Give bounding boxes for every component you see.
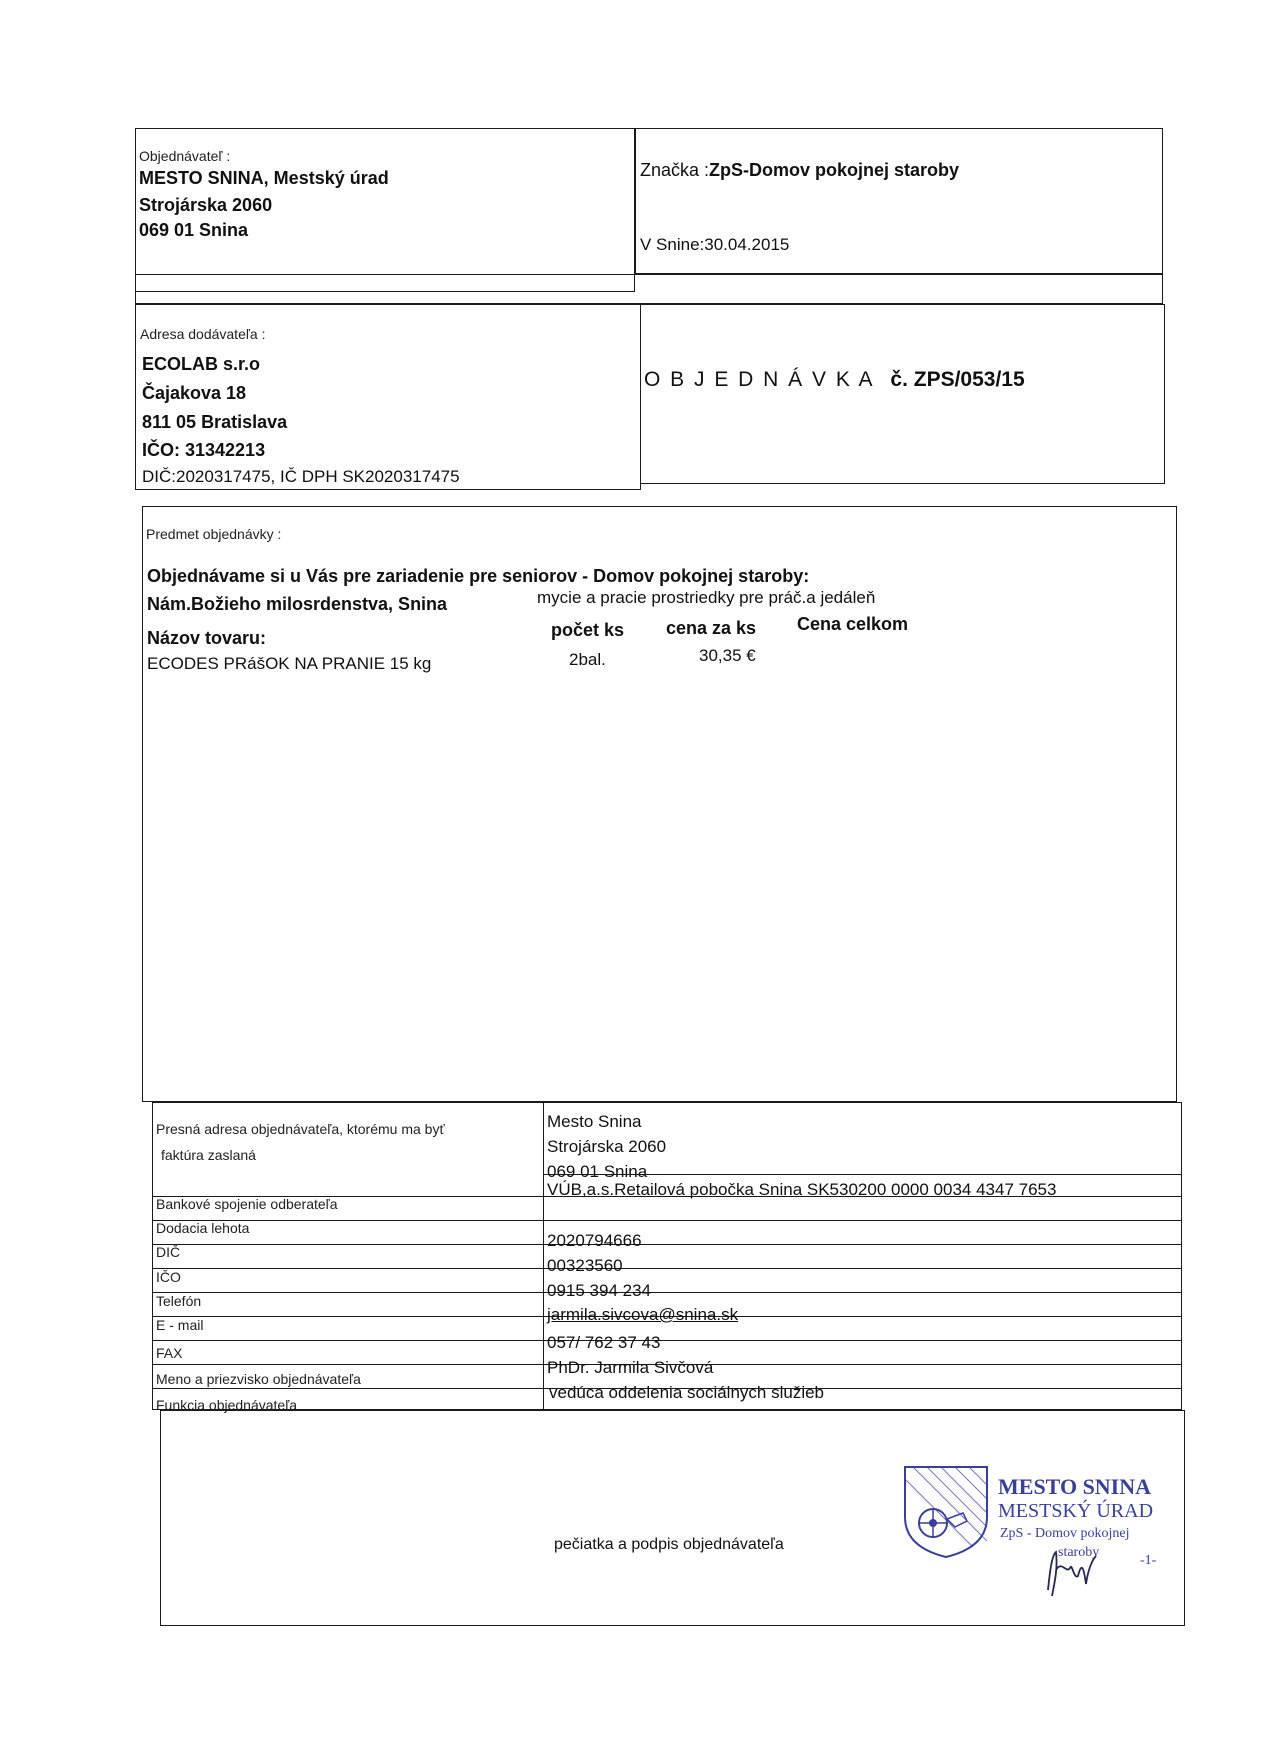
invoice-line-3: 069 01 Snina [547, 1162, 648, 1181]
detail-value: 0915 394 234 [547, 1281, 651, 1300]
row-separator [152, 1268, 1182, 1269]
supplier-street: Čajakova 18 [142, 383, 247, 403]
column-qty: počet ks [551, 620, 625, 640]
stamp-page: -1- [1140, 1553, 1157, 1568]
stamp-line-2: MESTSKÝ ÚRAD [998, 1500, 1154, 1522]
stamp-line-3: ZpS - Domov pokojnej [1000, 1526, 1130, 1541]
subject-line1: Objednávame si u Vás pre zariadenie pre seniorov - Domov pokojnej staroby: [147, 566, 810, 586]
mark-prefix: Značka : [640, 160, 710, 180]
detail-value: jarmila.sivcova@snina.sk [547, 1305, 739, 1324]
mark-value: ZpS-Domov pokojnej staroby [709, 160, 960, 180]
supplier-dic: DIČ:2020317475, IČ DPH SK2020317475 [142, 467, 460, 486]
invoice-line-1: Mesto Snina [547, 1112, 642, 1131]
signature-label: pečiatka a podpis objednávateľa [554, 1536, 784, 1553]
invoice-label-1: Presná adresa objednávateľa, ktorému ma byť [156, 1121, 445, 1137]
mark-line [640, 160, 959, 181]
detail-label: E - mail [156, 1317, 204, 1333]
row-separator [152, 1340, 1182, 1341]
column-total: Cena celkom [797, 614, 909, 634]
handwritten-signature-icon [1038, 1540, 1118, 1600]
detail-label: Telefón [156, 1293, 202, 1309]
invoice-line-2: Strojárska 2060 [547, 1137, 667, 1156]
detail-value: PhDr. Jarmila Sivčová [547, 1358, 714, 1377]
order-title-word: O B J E D N Á V K A [644, 368, 875, 391]
supplier-label: Adresa dodávateľa : [140, 326, 266, 342]
subject-line2-note: mycie a pracie prostriedky pre práč.a jedáleň [537, 588, 876, 607]
invoice-label-2: faktúra zaslaná [161, 1147, 256, 1163]
stamp-line-4: staroby [1058, 1545, 1100, 1560]
supplier-name: ECOLAB s.r.o [142, 354, 261, 374]
row-separator [543, 1174, 1182, 1175]
mark-date: V Snine:30.04.2015 [640, 235, 790, 254]
detail-label: Meno a priezvisko objednávateľa [156, 1371, 361, 1387]
detail-value: 00323560 [547, 1256, 623, 1275]
detail-value: 057/ 762 37 43 [547, 1333, 661, 1352]
detail-value: vedúca oddelenia sociálnych služieb [549, 1383, 825, 1402]
item-name: ECODES PRášOK NA PRANIE 15 kg [147, 654, 432, 673]
order-title-box [640, 304, 1165, 484]
supplier-city: 811 05 Bratislava [142, 412, 288, 432]
detail-label: Bankové spojenie odberateľa [156, 1196, 338, 1212]
row-separator [152, 1220, 1182, 1221]
item-price: 30,35 € [699, 646, 756, 665]
supplier-ico: IČO: 31342213 [142, 440, 266, 460]
coat-of-arms-icon [903, 1465, 989, 1559]
detail-value: VÚB,a.s.Retailová pobočka Snina SK530200 0000 0034 4347 7653 [547, 1180, 1057, 1199]
item-qty: 2bal. [569, 650, 606, 669]
orderer-street: Strojárska 2060 [139, 195, 273, 215]
column-name: Názov tovaru: [147, 628, 267, 648]
row-separator [152, 1244, 1182, 1245]
orderer-label: Objednávateľ : [139, 148, 231, 164]
stamp-line-1: MESTO SNINA [998, 1474, 1152, 1499]
orderer-name: MESTO SNINA, Mestský úrad [139, 168, 389, 188]
order-title [644, 368, 1025, 392]
detail-label: Funkcia objednávateľa [156, 1397, 298, 1413]
separator-row [135, 274, 1163, 304]
detail-value: 2020794666 [547, 1231, 642, 1250]
detail-label: IČO [156, 1269, 181, 1285]
detail-label: Dodacia lehota [156, 1220, 250, 1236]
detail-label: DIČ [156, 1244, 181, 1260]
column-price: cena za ks [666, 618, 757, 638]
subject-label: Predmet objednávky : [146, 526, 282, 542]
orderer-city: 069 01 Snina [139, 220, 249, 240]
subject-line2: Nám.Božieho milosrdenstva, Snina [147, 594, 448, 614]
row-separator [152, 1292, 1182, 1293]
detail-label: FAX [156, 1345, 183, 1361]
order-title-number: č. ZPS/053/15 [890, 368, 1025, 391]
